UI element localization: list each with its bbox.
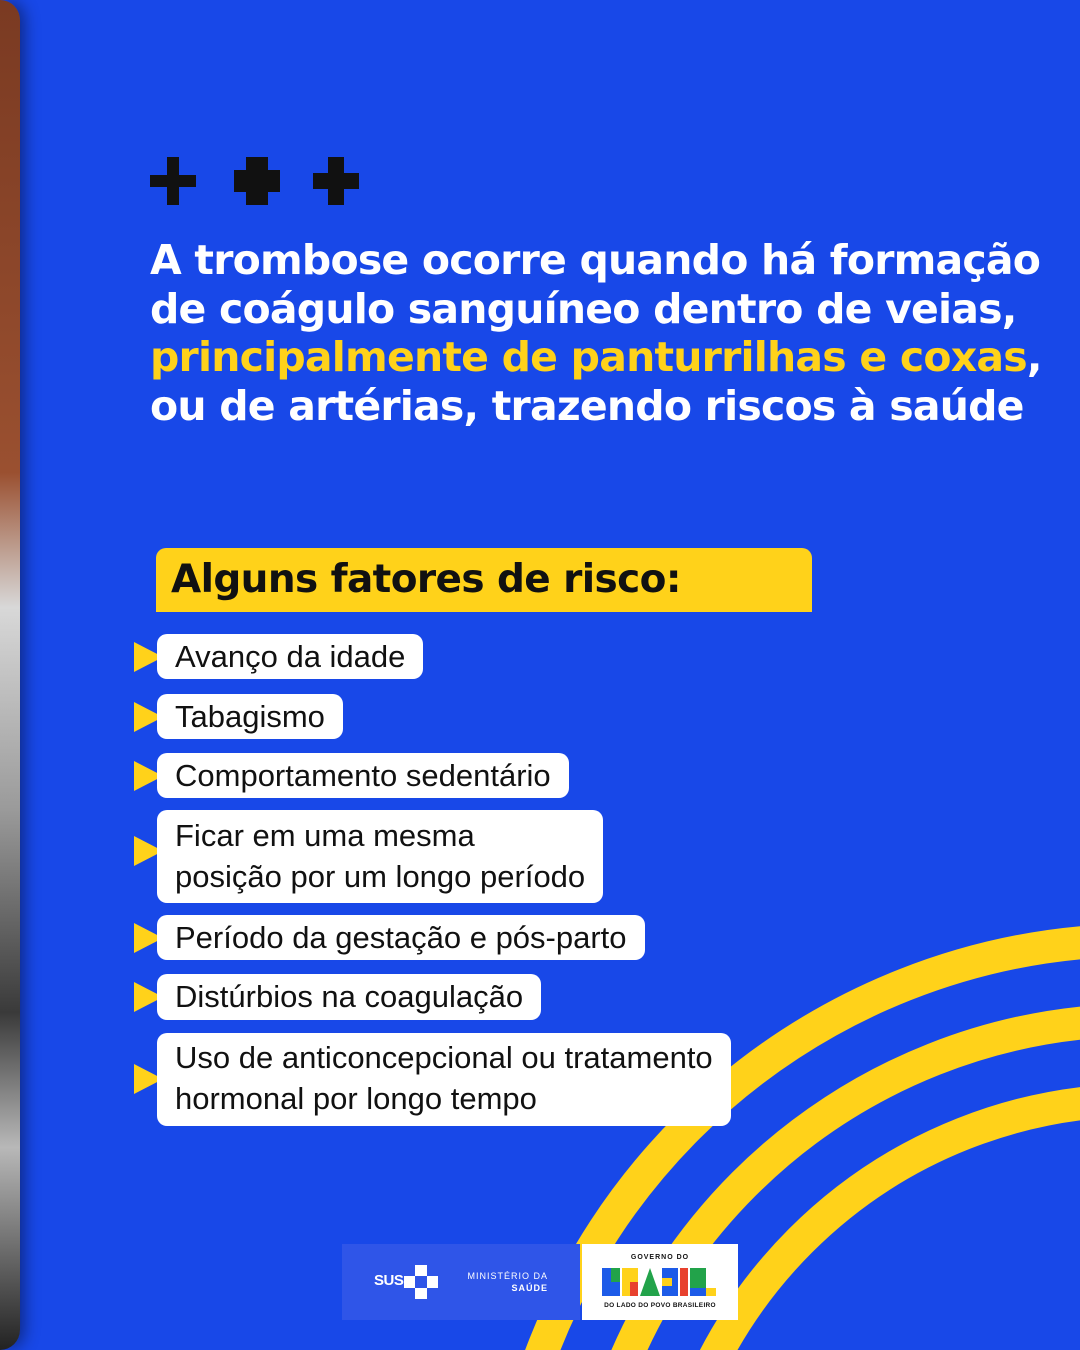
risk-item-text: posição por um longo período [175,859,586,894]
ministry-line1: MINISTÉRIO DA [467,1271,548,1281]
risk-pill [157,753,569,798]
risk-item-text: Ficar em uma mesma [175,818,475,853]
risk-item-text: Distúrbios na coagulação [175,979,524,1014]
sus-label: SUS [374,1272,404,1289]
brasil-wordmark [602,1266,718,1298]
headline-text: A trombose ocorre quando há formação de coágulo sanguíneo dentro de veias, [150,236,1041,333]
ministerio-saude-logo [342,1244,580,1320]
governo-brasil-logo [582,1244,738,1320]
plus-icon [234,157,280,205]
gov-top-text: GOVERNO DO [630,1254,690,1261]
headline-text-end: , ou de artérias, trazendo riscos à saúde [150,333,1042,430]
risk-item-text: Período da gestação e pós-parto [175,920,627,955]
ministry-name [458,1270,548,1294]
risk-item-text: Tabagismo [175,699,325,734]
risk-item-text: Uso de anticoncepcional ou tratamento [175,1040,713,1075]
risk-pill [157,810,603,903]
ministry-line2: SAÚDE [511,1283,548,1293]
risk-pill [157,694,343,739]
risk-pill [157,634,423,679]
risk-pill [157,915,645,960]
risk-item-text: hormonal por longo tempo [175,1081,537,1116]
gov-bottom-text: DO LADO DO POVO BRASILEIRO [604,1302,716,1309]
plus-icon [150,157,196,205]
headline [150,236,1050,430]
sus-cross-icon [404,1265,438,1299]
risk-pill [157,974,541,1020]
risk-title-box [156,548,812,612]
risk-title: Alguns fatores de risco: [171,557,681,602]
headline-highlight: principalmente de panturrilhas e coxas [150,333,1027,381]
footer-logo-bar [342,1244,738,1320]
risk-item-text: Avanço da idade [175,639,406,674]
plus-icon [313,157,359,205]
risk-item-text: Comportamento sedentário [175,758,551,793]
risk-pill [157,1033,731,1126]
